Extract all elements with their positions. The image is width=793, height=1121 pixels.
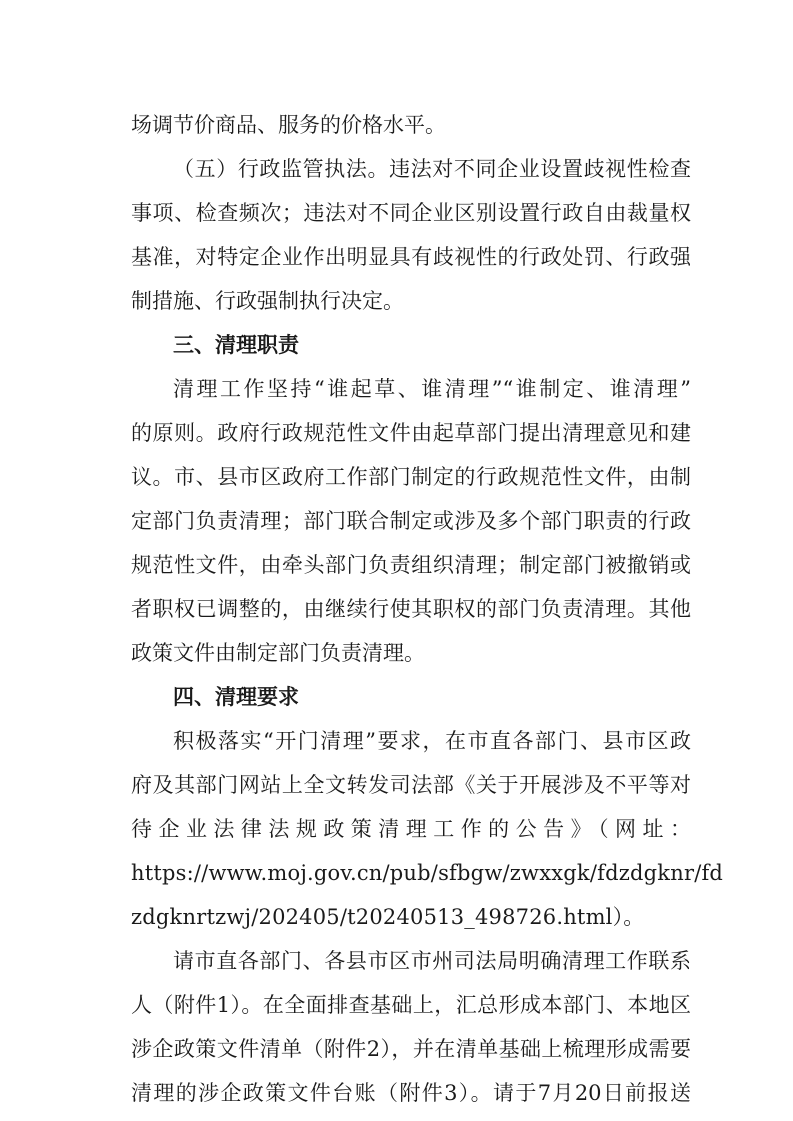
paragraph-line: 府及其部门网站上全文转发司法部《关于开展涉及不平等对 (131, 773, 691, 797)
paragraph-line: 涉企政策文件清单（附件2），并在清单基础上梳理形成需要 (131, 1037, 691, 1061)
paragraph-line: 议。市、县市区政府工作部门制定的行政规范性文件，由制 (131, 465, 691, 489)
paragraph-line: 者职权已调整的，由继续行使其职权的部门负责清理。其他 (131, 597, 691, 621)
paragraph-line: 待企业法律法规政策清理工作的公告》（网址： (131, 817, 691, 841)
paragraph-line: 基准，对特定企业作出明显具有歧视性的行政处罚、行政强 (131, 245, 691, 269)
paragraph-line: 制措施、行政强制执行决定。 (131, 289, 404, 313)
paragraph-line: 的原则。政府行政规范性文件由起草部门提出清理意见和建 (131, 421, 691, 445)
section-heading-4: 四、清理要求 (173, 685, 299, 709)
paragraph-line: 场调节价商品、服务的价格水平。 (131, 113, 446, 137)
url-line: zdgknrtzwj/202405/t20240513_498726.html）。 (131, 905, 645, 929)
paragraph-line: 人（附件1）。在全面排查基础上，汇总形成本部门、本地区 (131, 993, 691, 1017)
paragraph-line: 请市直各部门、各县市区市州司法局明确清理工作联系 (173, 949, 691, 973)
url-line: https://www.moj.gov.cn/pub/sfbgw/zwxxgk/fdzdgknr/fd (131, 861, 724, 885)
section-heading-3: 三、清理职责 (173, 333, 299, 357)
paragraph-line: 政策文件由制定部门负责清理。 (131, 641, 425, 665)
paragraph-line: 清理工作坚持“谁起草、谁清理”“谁制定、谁清理” (173, 377, 691, 401)
paragraph-line: 定部门负责清理；部门联合制定或涉及多个部门职责的行政 (131, 509, 691, 533)
paragraph-line: 规范性文件，由牵头部门负责组织清理；制定部门被撤销或 (131, 553, 691, 577)
paragraph-line: （五）行政监管执法。违法对不同企业设置歧视性检查 (173, 157, 691, 181)
paragraph-line: 清理的涉企政策文件台账（附件3）。请于7月20日前报送 (131, 1081, 691, 1105)
paragraph-line: 积极落实“开门清理”要求，在市直各部门、县市区政 (173, 729, 691, 753)
paragraph-line: 事项、检查频次；违法对不同企业区别设置行政自由裁量权 (131, 201, 691, 225)
